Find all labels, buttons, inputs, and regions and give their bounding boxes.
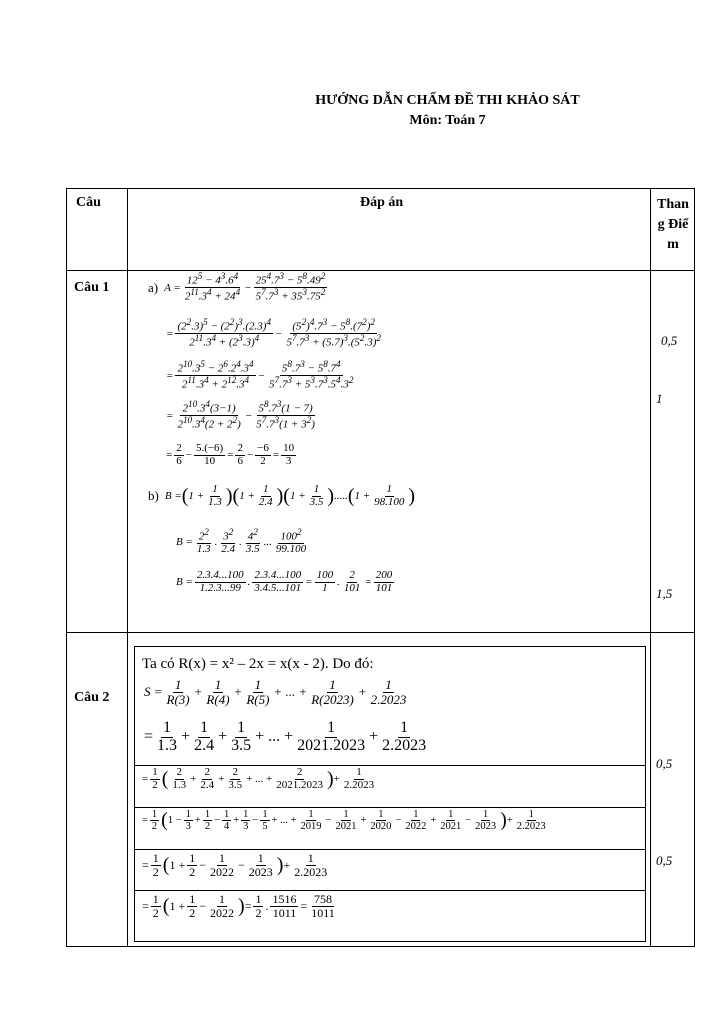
table-left-border bbox=[66, 188, 67, 947]
q2-intro: Ta có R(x) = x² – 2x = x(x - 2). Do đó: bbox=[142, 656, 374, 672]
q1-a-line5: = $\frac{2}{6}$ − $\frac{5.(-6)}{10}$ = $\frac{2}{6}$ − $\frac{-6}{2}$ = $\frac{10}{3}$ bbox=[166, 442, 295, 467]
table-col-divider-2 bbox=[650, 188, 651, 947]
table-bottom-border bbox=[66, 946, 695, 947]
table-row-divider bbox=[66, 632, 695, 633]
q2-line6: = $\frac{1}{2}$ ( 1 + $\frac{1}{2}$ − $\frac{1}{2022}$ ) = $\frac{1}{2}$ . $\frac{1516}{1011}$ = $\frac{758}{1011}$ bbox=[142, 892, 335, 920]
table-col-divider-1 bbox=[127, 188, 128, 947]
doc-subject: Môn: Toán 7 bbox=[409, 113, 486, 128]
doc-title: HƯỚNG DẪN CHẤM ĐỀ THI KHẢO SÁT bbox=[315, 93, 580, 108]
q1-a-line3: = $\frac{2^{10}.3^5 - 2^6.2^4.3^4}{2^{11}.3^4 + 2^{12}.3^4}$ − $\frac{5^8.7^3 - 5^8.7^4}{5^7.7^3 + 5^3.7^3.5^4.3^2}$ bbox=[166, 359, 354, 391]
q1-b-line1: b) B = ( 1 + $\frac{1}{1.3}$ )( 1 + $\frac{1}{2.4}$ )( 1 + $\frac{1}{3.5}$ ) ..... ( 1 + $\frac{1}{98.100}$ ) bbox=[148, 483, 416, 508]
q1-a-line1: a) A = $\frac{12^5 - 4^3.6^4}{2^{11}.3^4 + 24^4}$ − $\frac{25^4.7^3 - 5^8.49^2}{5^7.7^3 + 35^3.75^2}$ bbox=[148, 271, 326, 303]
q1-part-a-label: a) bbox=[148, 279, 159, 295]
q1-b-line2: B = $\frac{2^2}{1.3}$ . $\frac{3^2}{2.4}$ . $\frac{4^2}{3.5}$ ... $\frac{100^2}{99.100}$ bbox=[176, 527, 307, 556]
q2-divider-2 bbox=[134, 807, 646, 808]
header-cau: Câu bbox=[76, 195, 101, 210]
q2-line1: S = $\frac{1}{R(3)}$ + $\frac{1}{R(4)}$ + $\frac{1}{R(5)}$ + ... + $\frac{1}{R(2023)}$ + $\frac{1}{2.2023}$ bbox=[144, 677, 407, 707]
q1-score-3: 1,5 bbox=[656, 586, 673, 601]
q2-line3: = $\frac{1}{2}$ ( $\frac{2}{1.3}$ + $\frac{2}{2.4}$ + $\frac{2}{3.5}$ + ... + $\frac{2}{2021.2023}$ ) + $\frac{1}{2.2023}$ bbox=[142, 766, 375, 791]
q2-label: Câu 2 bbox=[74, 690, 110, 705]
table-header-divider bbox=[66, 270, 695, 271]
table-right-border bbox=[694, 188, 695, 947]
q1-a-line4: = $\frac{2^{10}.3^4(3-1)}{2^{10}.3^4(2 + 2^2)}$ − $\frac{5^8.7^3(1 - 7)}{5^7.7^3(1 + 3^2)}$ bbox=[166, 399, 315, 431]
q2-divider-4 bbox=[134, 890, 646, 891]
q1-part-b-label: b) bbox=[148, 488, 159, 504]
header-dap-an: Đáp án bbox=[360, 195, 404, 210]
q2-line4: = $\frac{1}{2}$ ( 1 − $\frac{1}{3}$ + $\frac{1}{2}$ − $\frac{1}{4}$ + $\frac{1}{3}$ − $\frac{1}{5}$ + ... + $\frac{1}{2019}$ − $\frac{1}{2021}$ + $\frac{1}{2020}$ − $\frac{1}{2022}$ + $\frac{1}{2021}$ − $\frac{1}{2023}$ ) + $\frac{1}{2.2023}$ bbox=[142, 809, 546, 833]
q1-label: Câu 1 bbox=[74, 280, 110, 295]
q1-b-line3: B = $\frac{2.3.4...100}{1.2.3...99}$ . $\frac{2.3.4...100}{3.4.5...101}$ = $\frac{100}{1}$ . $\frac{2}{101}$ = $\frac{200}{101}$ bbox=[176, 569, 393, 594]
q1-score-1: 0,5 bbox=[661, 333, 678, 348]
q2-divider-1 bbox=[134, 765, 646, 766]
header-thang-diem: Thang Điểm bbox=[657, 197, 689, 252]
q2-line2: = $\frac{1}{1.3}$ + $\frac{1}{2.4}$ + $\frac{1}{3.5}$ + ... + $\frac{1}{2021.2023}$ + $\frac{1}{2.2023}$ bbox=[144, 719, 427, 754]
q1-score-2: 1 bbox=[656, 391, 663, 406]
table-top-border bbox=[66, 188, 695, 189]
q1-a-line2: = $\frac{(2^2.3)^5 - (2^2)^3.(2.3)^4}{2^{11}.3^4 + (2^3.3)^4}$ − $\frac{(5^2)^4.7^3 - 5^8.(7^2)^2}{5^7.7^3 + (5.7)^3.(5^2.3)^2}$ bbox=[166, 317, 381, 349]
q2-divider-3 bbox=[134, 849, 646, 850]
q2-score-1: 0,5 bbox=[656, 756, 673, 771]
q2-score-2: 0,5 bbox=[656, 853, 673, 868]
q2-line5: = $\frac{1}{2}$ ( 1 + $\frac{1}{2}$ − $\frac{1}{2022}$ − $\frac{1}{2023}$ ) + $\frac{1}{2.2023}$ bbox=[142, 851, 328, 879]
